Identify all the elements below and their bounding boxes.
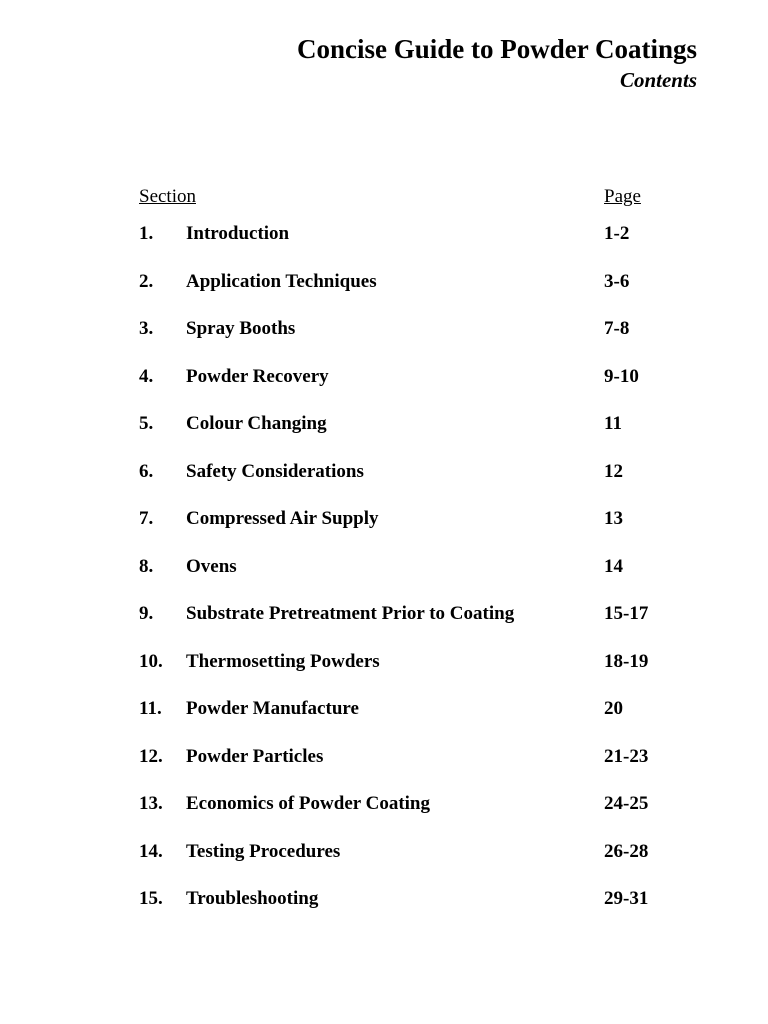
toc-entry-pages: 20 bbox=[604, 698, 623, 719]
toc-entry-pages: 15-17 bbox=[604, 603, 649, 624]
toc-entry bbox=[0, 648, 768, 696]
toc-entry-title: Colour Changing bbox=[186, 413, 327, 434]
toc-entry-title: Testing Procedures bbox=[186, 840, 341, 862]
toc-entry bbox=[0, 505, 768, 553]
toc-entry-pages: 13 bbox=[604, 508, 623, 529]
toc-entry bbox=[0, 220, 768, 268]
toc-entry-number: 4. bbox=[139, 365, 154, 387]
toc-entry-number: 2. bbox=[139, 270, 154, 292]
toc-entry-pages: 3-6 bbox=[604, 270, 630, 292]
toc-entry-pages: 24-25 bbox=[604, 793, 649, 814]
toc-entry-number: 15. bbox=[139, 888, 163, 909]
toc-entry-title: Ovens bbox=[186, 555, 237, 577]
toc-entry-number: 6. bbox=[139, 460, 154, 482]
toc-entry bbox=[0, 410, 768, 458]
toc-entry-number: 5. bbox=[139, 413, 154, 434]
toc-entry-number: 14. bbox=[139, 840, 163, 862]
toc-entry bbox=[0, 553, 768, 601]
document-subtitle: Contents bbox=[619, 68, 697, 92]
toc-entry bbox=[0, 363, 768, 411]
toc-entry-title: Powder Recovery bbox=[186, 365, 329, 387]
toc-entry-number: 1. bbox=[139, 223, 154, 244]
toc-entry-number: 12. bbox=[139, 745, 163, 767]
toc-entry-number: 3. bbox=[139, 318, 154, 339]
toc-entry-pages: 18-19 bbox=[604, 650, 649, 672]
toc-entry bbox=[0, 458, 768, 506]
toc-entry-pages: 9-10 bbox=[604, 365, 639, 387]
toc-entry-pages: 11 bbox=[604, 413, 622, 434]
toc-entry bbox=[0, 600, 768, 648]
toc-entry bbox=[0, 790, 768, 838]
toc-entry-title: Application Techniques bbox=[186, 270, 377, 292]
toc-entry-number: 9. bbox=[139, 603, 154, 624]
toc-entry bbox=[0, 743, 768, 791]
toc-entry-title: Powder Manufacture bbox=[186, 698, 359, 719]
toc-header bbox=[0, 186, 768, 212]
toc-entry-title: Compressed Air Supply bbox=[186, 508, 379, 529]
toc-entry-title: Thermosetting Powders bbox=[186, 650, 380, 672]
toc-entry bbox=[0, 838, 768, 886]
toc-header-page: Page bbox=[604, 186, 641, 207]
document-title: Concise Guide to Powder Coatings bbox=[296, 34, 697, 64]
toc-entry bbox=[0, 695, 768, 743]
toc-entry-pages: 12 bbox=[604, 460, 623, 482]
toc-entry-pages: 7-8 bbox=[604, 318, 630, 339]
toc-entry-number: 8. bbox=[139, 555, 154, 577]
toc-entry bbox=[0, 885, 768, 933]
toc-entry-number: 11. bbox=[139, 698, 162, 719]
toc-entry-title: Economics of Powder Coating bbox=[186, 793, 430, 814]
toc-header-section: Section bbox=[139, 186, 196, 207]
toc-entry-number: 7. bbox=[139, 508, 154, 529]
toc-entry-pages: 21-23 bbox=[604, 745, 649, 767]
toc-entry-pages: 1-2 bbox=[604, 223, 630, 244]
toc-entry-title: Troubleshooting bbox=[186, 888, 319, 909]
toc-entry-title: Safety Considerations bbox=[186, 460, 364, 482]
toc-entry-pages: 29-31 bbox=[604, 888, 649, 909]
toc-entry-title: Spray Booths bbox=[186, 318, 296, 339]
toc-entry-title: Introduction bbox=[186, 223, 290, 244]
toc-entry-pages: 26-28 bbox=[604, 840, 649, 862]
toc-entry-number: 10. bbox=[139, 650, 163, 672]
toc-entry bbox=[0, 315, 768, 363]
toc-entry-title: Substrate Pretreatment Prior to Coating bbox=[186, 603, 515, 624]
toc-entry-title: Powder Particles bbox=[186, 745, 324, 767]
toc-entry-number: 13. bbox=[139, 793, 163, 814]
toc-entry-pages: 14 bbox=[604, 555, 623, 577]
toc-list bbox=[0, 220, 768, 933]
toc-entry bbox=[0, 268, 768, 316]
